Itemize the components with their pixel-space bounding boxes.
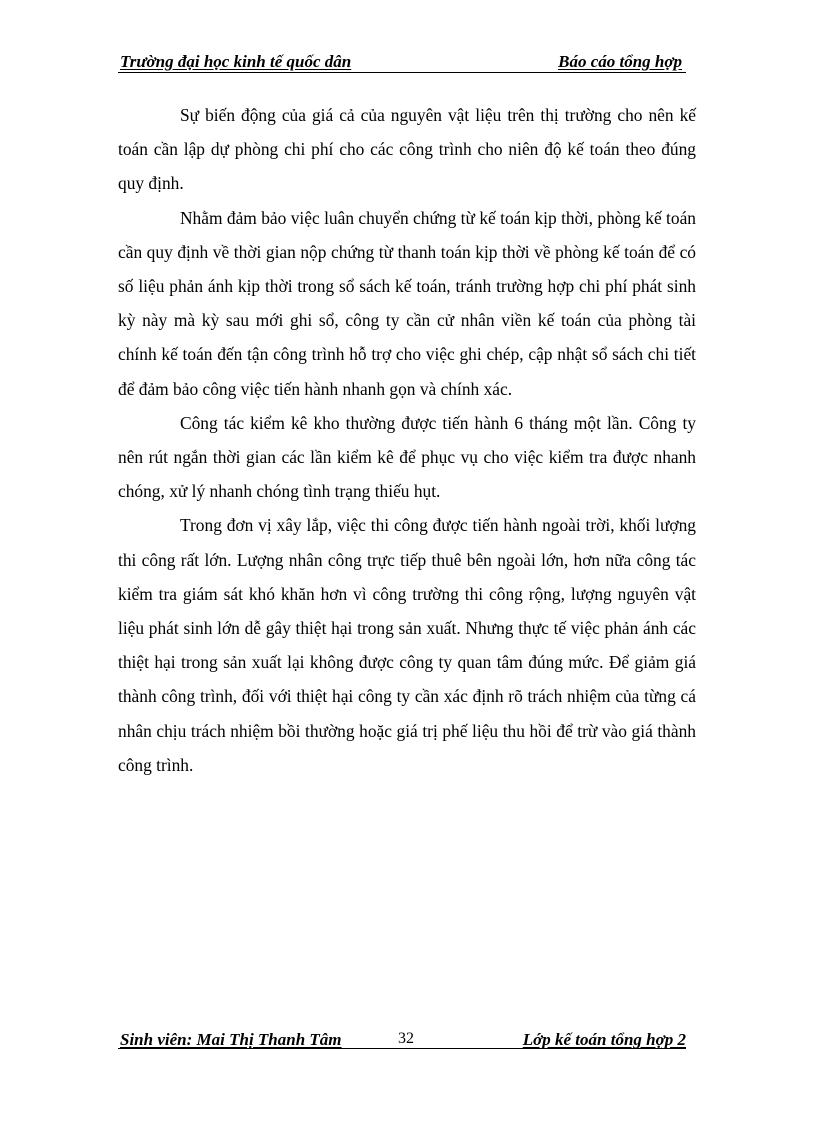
footer-class-name: Lớp kế toán tổng hợp 2 — [522, 1030, 686, 1049]
page-number: 32 — [398, 1030, 414, 1047]
paragraph: Công tác kiểm kê kho thường được tiến hành 6 tháng một lần. Công ty nên rút ngắn thời gian các lần kiểm kê để phục vụ cho việc kiểm tra được nhanh chóng, xử lý nhanh chóng tình trạng thiếu hụt. — [118, 412, 696, 502]
body-text — [118, 98, 696, 782]
paragraph: Sự biến động của giá cả của nguyên vật liệu trên thị trường cho nên kế toán cần lập dự phòng chi phí cho các công trình cho niên độ kế toán theo đúng quy định. — [118, 105, 696, 194]
footer-student-name: Sinh viên: Mai Thị Thanh Tâm — [120, 1030, 342, 1049]
page-header — [118, 50, 686, 73]
paragraph: Nhằm đảm bảo việc luân chuyển chứng từ kế toán kịp thời, phòng kế toán cần quy định về thời gian nộp chứng từ thanh toán kịp thời về phòng kế toán để có số liệu phản ánh kịp thời trong sổ sách kế toán, tránh trường hợp chi phí phát sinh kỳ này mà kỳ sau mới ghi sổ, công ty cần cử nhân viền kế toán của phòng tài chính kế toán đến tận công trình hỗ trợ cho việc ghi chép, cập nhật sổ sách chi tiết để đảm bảo công việc tiến hành nhanh gọn và chính xác. — [118, 207, 696, 399]
header-university: Trường đại học kinh tế quốc dân — [120, 52, 352, 71]
paragraph: Trong đơn vị xây lắp, việc thi công được tiến hành ngoài trời, khối lượng thi công rất lớn. Lượng nhân công trực tiếp thuê bên ngoài lớn, hơn nữa công tác kiểm tra giám sát khó khăn hơn vì công trường thi công rộng, lượng nguyên vật liệu phát sinh lớn dễ gây thiệt hại trong sản xuất. Nhưng thực tế việc phản ánh các thiệt hại trong sản xuất lại không được công ty quan tâm đúng mức. Để giảm giá thành công trình, đối với thiệt hại công ty cần xác định rõ trách nhiệm của từng cá nhân chịu trách nhiệm bồi thường hoặc giá trị phế liệu thu hồi để trừ vào giá thành công trình. — [118, 515, 696, 775]
page-footer — [118, 1030, 686, 1071]
header-report-title: Báo cáo tổng hợp — [558, 52, 682, 71]
